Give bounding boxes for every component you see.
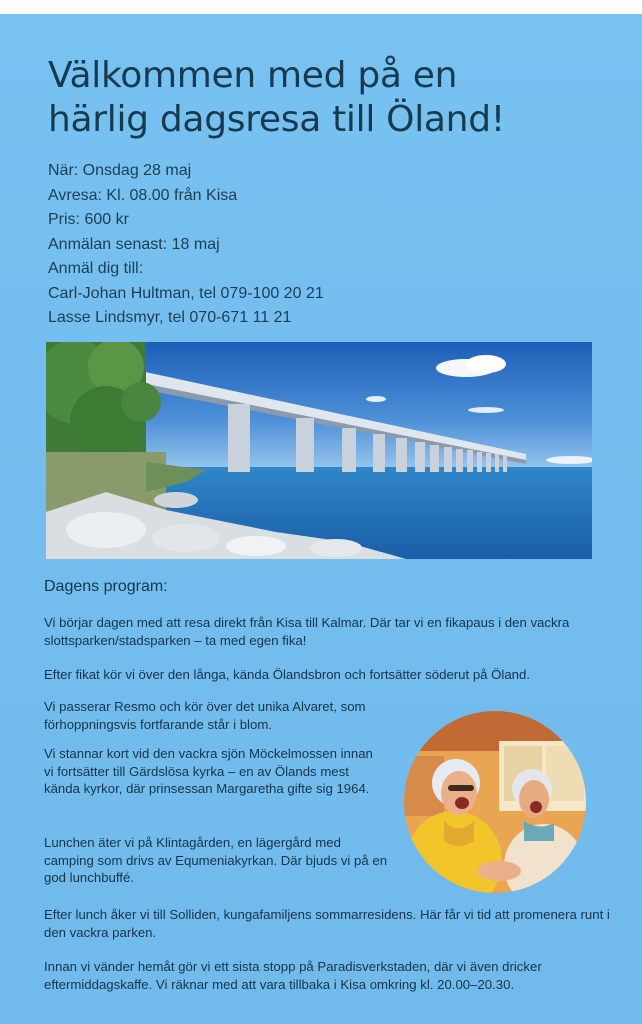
program-heading: Dagens program: xyxy=(44,578,168,595)
program-paragraph-6: Efter lunch åker vi till Solliden, kungafamiljens sommarresidens. Här får vi tid att promenera runt i den vackra parken. xyxy=(44,907,610,940)
program-paragraph-7: Innan vi vänder hemåt gör vi ett sista stopp på Paradisverkstaden, där vi även dricker eftermiddagskaffe. Vi räknar med att vara tillbaka i Kisa omkring kl. 20.00–20.30. xyxy=(44,959,542,992)
title-line-2: härlig dagsresa till Öland! xyxy=(48,99,505,140)
flyer xyxy=(0,14,642,1024)
info-contact-2: Lasse Lindsmyr, tel 070-671 11 21 xyxy=(48,309,292,326)
info-price: Pris: 600 kr xyxy=(48,211,129,228)
info-when: När: Onsdag 28 maj xyxy=(48,162,192,179)
info-contact-1: Carl-Johan Hultman, tel 079-100 20 21 xyxy=(48,284,324,302)
program-paragraph-1: Vi börjar dagen med att resa direkt från Kisa till Kalmar. Där tar vi en fikapaus i den vackra slottsparken/stadsparken – ta med egen fika! xyxy=(44,615,570,648)
trip-info xyxy=(48,159,568,331)
page-title xyxy=(48,54,608,142)
info-deadline: Anmälan senast: 18 maj xyxy=(48,235,220,253)
bridge-photo xyxy=(46,342,592,559)
program-paragraph-5: Lunchen äter vi på Klintagården, en lägergård med camping som drivs av Equmeniakyrkan. Där bjuds vi på en god lunchbuffé. xyxy=(44,835,388,885)
info-departure: Avresa: Kl. 08.00 från Kisa xyxy=(48,186,238,204)
program-paragraph-3: Vi passerar Resmo och kör över det unika Alvaret, som förhoppningsvis fortfarande står i blom. xyxy=(44,699,366,732)
title-line-1: Välkommen med på en xyxy=(48,55,458,96)
program-paragraph-2: Efter fikat kör vi över den långa, kända Ölandsbron och fortsätter söderut på Öland. xyxy=(44,667,531,682)
info-register: Anmäl dig till: xyxy=(48,260,144,277)
travelers-photo xyxy=(404,711,586,893)
program-paragraph-4: Vi stannar kort vid den vackra sjön Möckelmossen innan vi fortsätter till Gärdslösa kyrka – en av Ölands mest kända kyrkor, där prinsessan Margaretha gifte sig 1964. xyxy=(44,746,373,796)
